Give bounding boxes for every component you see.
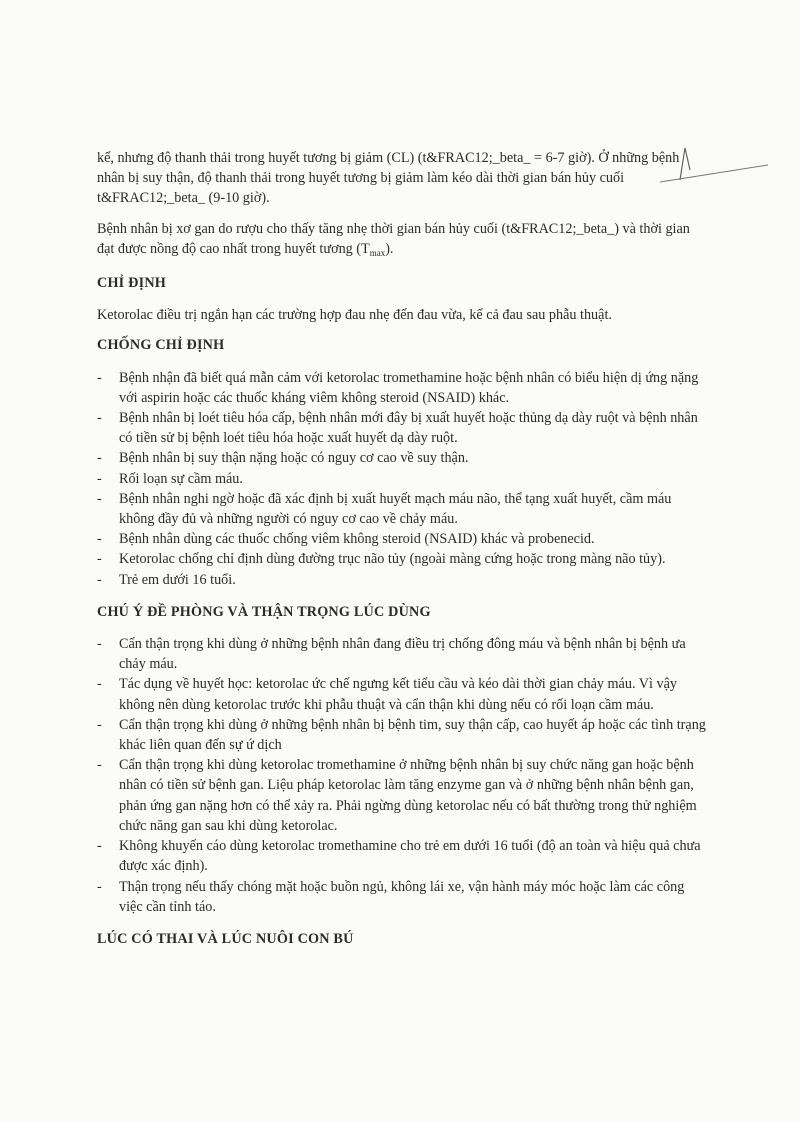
bullet-dash: - — [97, 410, 102, 427]
list-item: - Bệnh nhận đã biết quá mẫn cảm với ketorolac tromethamine hoặc bệnh nhân có biểu hiện dị ứng nặng với aspirin hoặc các thuốc kháng viêm không steroid (NSAID) khác. — [97, 369, 699, 406]
bullet-dash: - — [97, 369, 102, 386]
list-item: - Ketorolac chống chỉ định dùng đường trục não tủy (ngoài màng cứng hoặc trong màng não tủy). — [97, 549, 707, 569]
list-item: - Bệnh nhân bị suy thận nặng hoặc có nguy cơ cao về suy thận. — [97, 448, 707, 468]
list-item: - Tác dụng về huyết học: ketorolac ức chế ngưng kết tiểu cầu và kéo dài thời gian chảy máu. Vì vậy không nên dùng ketorolac trước khi phẫu thuật và cẩn thận khi dùng nếu có rối loạn cầm máu. — [97, 676, 678, 713]
bullet-dash: - — [97, 878, 102, 895]
bullet-dash: - — [97, 490, 102, 507]
contraindication-heading: CHỐNG CHỈ ĐỊNH — [97, 337, 225, 354]
list-item: - Bệnh nhân nghi ngờ hoặc đã xác định bị xuất huyết mạch máu não, thể tạng xuất huyết, cầm máu không đầy đủ và những người có nguy cơ cao về chảy máu. — [97, 490, 672, 528]
contraindication-list — [97, 368, 707, 590]
bullet-dash: - — [97, 676, 102, 693]
bullet-dash: - — [97, 450, 102, 467]
pregnancy-heading: LÚC CÓ THAI VÀ LÚC NUÔI CON BÚ — [97, 930, 354, 947]
precautions-list — [97, 634, 707, 917]
list-item: - Cẩn thận trọng khi dùng ketorolac tromethamine ở những bệnh nhân bị suy chức năng gan hoặc bệnh nhân có tiền sử bệnh gan. Liệu pháp ketorolac làm tăng enzyme gan và ở những bệnh nhân bệnh gan, phản ứng gan nặng hơn có thể xảy ra. Phải ngừng dùng ketorolac nếu có bất thường trong thử nghiệm chức năng gan sau khi dùng ketorolac. — [97, 757, 697, 834]
indication-heading: CHỈ ĐỊNH — [97, 275, 166, 292]
list-item: - Cẩn thận trọng khi dùng ở những bệnh nhân bị bệnh tim, suy thận cấp, cao huyết áp hoặc các tình trạng khác liên quan đến sự ứ dịch — [97, 716, 706, 754]
list-item: - Trẻ em dưới 16 tuổi. — [97, 570, 707, 590]
list-item: - Thận trọng nếu thấy chóng mặt hoặc buồn ngủ, không lái xe, vận hành máy móc hoặc làm các công việc cần tỉnh táo. — [97, 878, 685, 915]
list-item: - Không khuyến cáo dùng ketorolac tromethamine cho trẻ em dưới 16 tuổi (độ an toàn và hiệu quả chưa được xác định). — [97, 838, 701, 875]
bullet-dash: - — [97, 571, 102, 588]
indication-text: Ketorolac điều trị ngắn hạn các trường hợp đau nhẹ đến đau vừa, kể cả đau sau phẫu thuật. — [97, 307, 612, 324]
intro-paragraph-2: Bệnh nhân bị xơ gan do rượu cho thấy tăng nhẹ thời gian bán hủy cuối (t&FRAC12;_beta_) và thời gian đạt được nồng độ cao nhất trong huyết tương $(T_{max})$. — [97, 220, 690, 258]
tmax-subscript: max — [369, 247, 386, 258]
document-page — [97, 148, 707, 961]
list-item: - Bệnh nhân bị loét tiêu hóa cấp, bệnh nhân mới đây bị xuất huyết hoặc thủng dạ dày ruột và bệnh nhân có tiền sử bị bệnh loét tiêu hóa hoặc xuất huyết dạ dày ruột. — [97, 410, 698, 447]
bullet-dash: - — [97, 636, 102, 653]
bullet-dash: - — [97, 531, 102, 548]
bullet-dash: - — [97, 551, 102, 568]
intro-paragraph-1: kể, nhưng độ thanh thải trong huyết tương bị giảm (CL) (t&FRAC12;_beta_ = 6-7 giờ). Ở những bệnh nhân bị suy thận, độ thanh thải trong huyết tương bị giảm làm kéo dài thời gian bán hủy cuối t&FRAC12;_beta_ (9-10 giờ). — [97, 150, 680, 207]
bullet-dash: - — [97, 757, 102, 774]
precautions-heading: CHÚ Ý ĐỀ PHÒNG VÀ THẬN TRỌNG LÚC DÙNG — [97, 603, 431, 620]
bullet-dash: - — [97, 716, 102, 733]
list-item: - Rối loạn sự cầm máu. — [97, 469, 707, 489]
list-item: - Bệnh nhân dùng các thuốc chống viêm không steroid (NSAID) khác và probenecid. — [97, 529, 707, 549]
list-item: - Cẩn thận trọng khi dùng ở những bệnh nhân đang điều trị chống đông máu và bệnh nhân bị bệnh ưa chảy máu. — [97, 636, 686, 673]
bullet-dash: - — [97, 470, 102, 487]
bullet-dash: - — [97, 838, 102, 855]
